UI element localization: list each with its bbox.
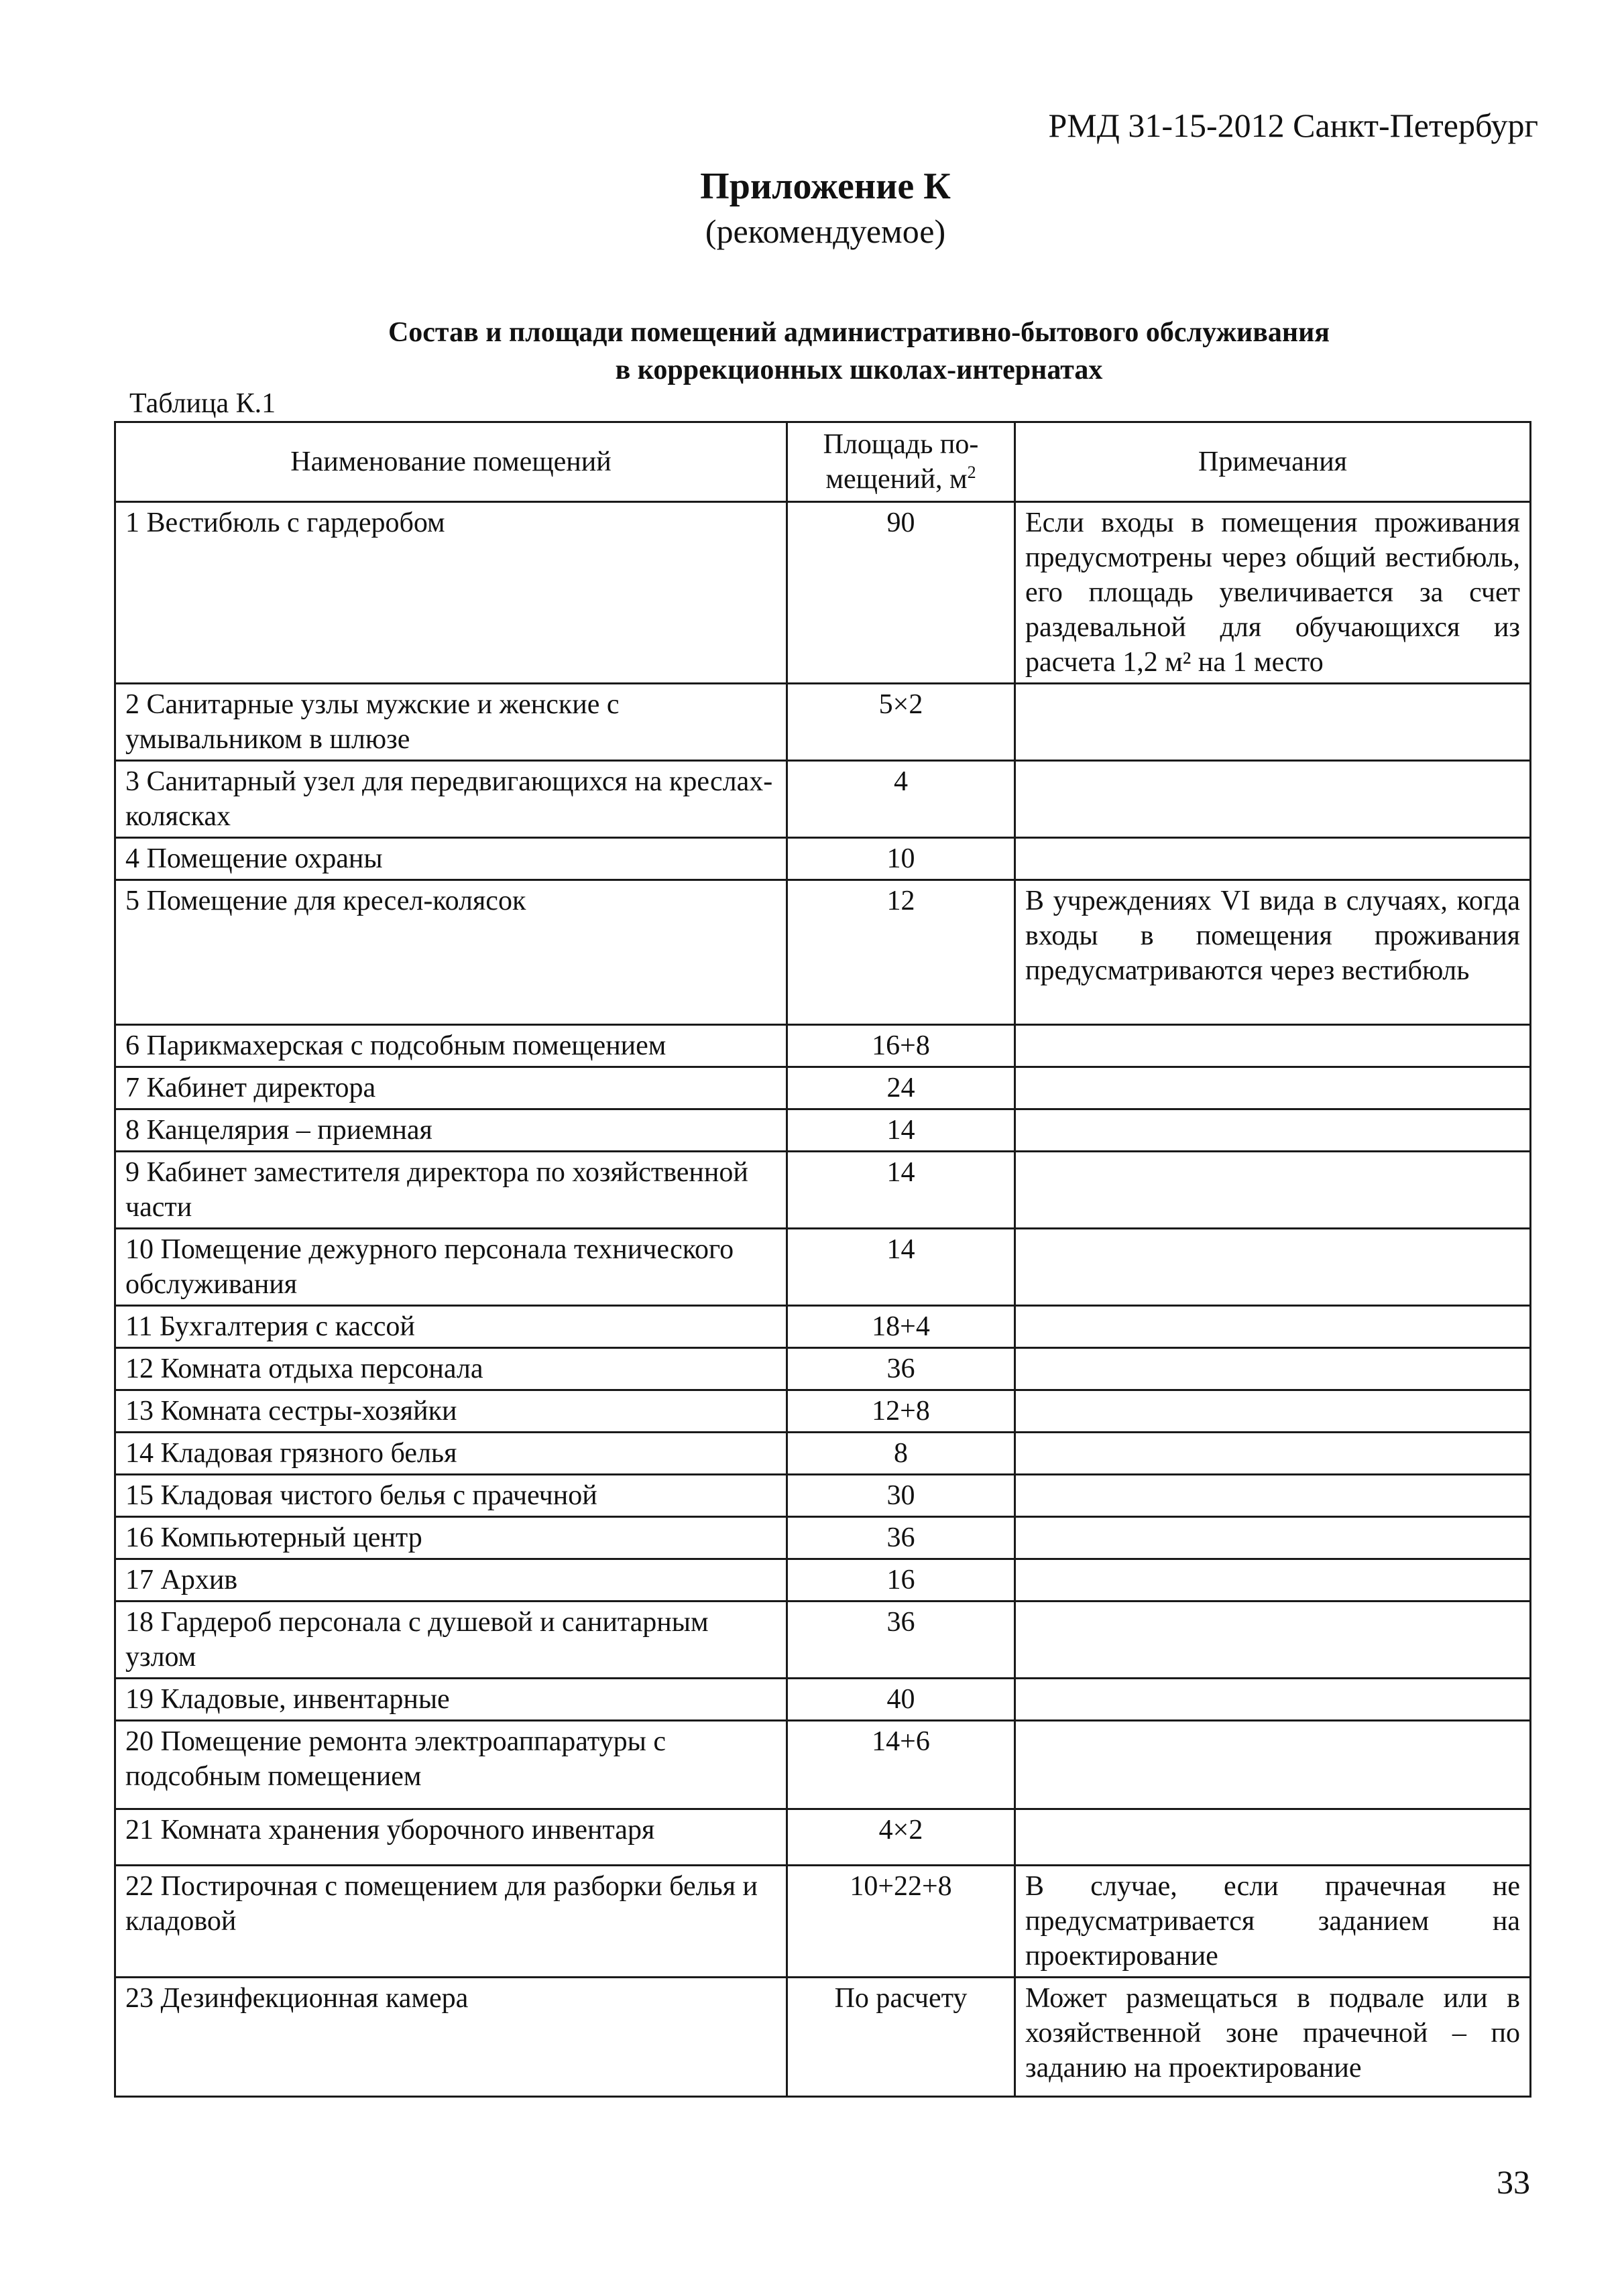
room-name-cell: 12 Комната отдыха персонала: [115, 1348, 787, 1390]
room-note-cell: Если входы в помещения проживания предусмотрены через общий вестибюль, его площадь увеличивается за счет раздевальной для обучающихся из расчета 1,2 м² на 1 место: [1015, 502, 1531, 684]
room-area-cell: 24: [787, 1067, 1015, 1109]
column-header-area-unit: 2: [967, 463, 976, 482]
table-row: [115, 1721, 1531, 1809]
room-name-cell: 20 Помещение ремонта электроаппаратуры с подсобным помещением: [115, 1721, 787, 1809]
room-note-cell: [1015, 1067, 1531, 1109]
room-name-cell: 8 Канцелярия – приемная: [115, 1109, 787, 1152]
room-note-cell: [1015, 1348, 1531, 1390]
table-row: [115, 684, 1531, 761]
document-code: РМД 31-15-2012 Санкт-Петербург: [1048, 107, 1538, 144]
table-title-line-1: Состав и площади помещений административно-бытового обслуживания: [388, 317, 1330, 348]
table-row: [115, 502, 1531, 684]
table-row: [115, 1229, 1531, 1306]
table-label: Таблица К.1: [129, 388, 276, 419]
room-note-cell: [1015, 1433, 1531, 1475]
room-area-cell: 4: [787, 761, 1015, 838]
room-area-cell: 16+8: [787, 1025, 1015, 1067]
room-area-cell: 14+6: [787, 1721, 1015, 1809]
room-name-cell: 23 Дезинфекционная камера: [115, 1978, 787, 2097]
rooms-table: [114, 421, 1531, 2098]
room-area-cell: 30: [787, 1475, 1015, 1517]
room-name-cell: 22 Постирочная с помещением для разборки белья и кладовой: [115, 1866, 787, 1978]
appendix-subtitle: (рекомендуемое): [705, 213, 946, 250]
room-area-cell: 12: [787, 880, 1015, 1025]
table-row: [115, 1109, 1531, 1152]
room-name-cell: 18 Гардероб персонала с душевой и санитарным узлом: [115, 1602, 787, 1679]
room-area-cell: 18+4: [787, 1306, 1015, 1348]
room-note-cell: [1015, 761, 1531, 838]
room-area-cell: 4×2: [787, 1809, 1015, 1866]
room-name-cell: 2 Санитарные узлы мужские и женские с умывальником в шлюзе: [115, 684, 787, 761]
room-area-cell: 10: [787, 838, 1015, 880]
room-name-cell: 13 Комната сестры-хозяйки: [115, 1390, 787, 1433]
column-header-name: Наименование помещений: [115, 422, 787, 502]
table-row: [115, 1602, 1531, 1679]
table-row: [115, 1025, 1531, 1067]
room-area-cell: 16: [787, 1559, 1015, 1602]
room-name-cell: 3 Санитарный узел для передвигающихся на креслах-колясках: [115, 761, 787, 838]
room-area-cell: 14: [787, 1109, 1015, 1152]
room-note-cell: [1015, 1152, 1531, 1229]
room-note-cell: [1015, 684, 1531, 761]
room-name-cell: 14 Кладовая грязного белья: [115, 1433, 787, 1475]
table-row: [115, 1517, 1531, 1559]
room-name-cell: 7 Кабинет директора: [115, 1067, 787, 1109]
table-row: [115, 1067, 1531, 1109]
room-area-cell: 14: [787, 1229, 1015, 1306]
table-row: [115, 1978, 1531, 2097]
room-note-cell: [1015, 1809, 1531, 1866]
room-note-cell: В учреждениях VI вида в случаях, когда входы в помещения проживания предусматриваются через вестибюль: [1015, 880, 1531, 1025]
room-note-cell: [1015, 1559, 1531, 1602]
room-note-cell: [1015, 1306, 1531, 1348]
appendix-title: Приложение К: [700, 166, 951, 207]
room-area-cell: 36: [787, 1348, 1015, 1390]
room-note-cell: [1015, 1602, 1531, 1679]
table-row: [115, 1679, 1531, 1721]
room-name-cell: 5 Помещение для кресел-колясок: [115, 880, 787, 1025]
room-name-cell: 17 Архив: [115, 1559, 787, 1602]
column-header-notes: Примечания: [1015, 422, 1531, 502]
table-row: [115, 1348, 1531, 1390]
table-row: [115, 1306, 1531, 1348]
table-row: [115, 880, 1531, 1025]
room-name-cell: 16 Компьютерный центр: [115, 1517, 787, 1559]
table-row: [115, 1866, 1531, 1978]
room-name-cell: 21 Комната хранения уборочного инвентаря: [115, 1809, 787, 1866]
table-title-line-2: в коррекционных школах-интернатах: [615, 355, 1103, 385]
room-note-cell: [1015, 1679, 1531, 1721]
table-row: [115, 838, 1531, 880]
column-header-area-line-1: Площадь по-: [823, 429, 979, 460]
room-note-cell: [1015, 1109, 1531, 1152]
room-area-cell: 5×2: [787, 684, 1015, 761]
room-area-cell: 40: [787, 1679, 1015, 1721]
room-note-cell: [1015, 1390, 1531, 1433]
table-header-row: [115, 422, 1531, 502]
room-note-cell: [1015, 1475, 1531, 1517]
room-area-cell: 36: [787, 1602, 1015, 1679]
room-name-cell: 10 Помещение дежурного персонала технического обслуживания: [115, 1229, 787, 1306]
column-header-area: [787, 422, 1015, 502]
room-note-cell: [1015, 1517, 1531, 1559]
table-body: [115, 502, 1531, 2097]
table-row: [115, 1559, 1531, 1602]
room-note-cell: [1015, 1721, 1531, 1809]
room-name-cell: 19 Кладовые, инвентарные: [115, 1679, 787, 1721]
table-row: [115, 1475, 1531, 1517]
column-header-area-line-2: мещений, м: [825, 464, 968, 495]
room-area-cell: 90: [787, 502, 1015, 684]
room-area-cell: По расчету: [787, 1978, 1015, 2097]
table-row: [115, 1390, 1531, 1433]
room-area-cell: 8: [787, 1433, 1015, 1475]
room-area-cell: 12+8: [787, 1390, 1015, 1433]
table-title: [0, 314, 1624, 389]
table-row: [115, 1809, 1531, 1866]
table-row: [115, 1152, 1531, 1229]
table-row: [115, 1433, 1531, 1475]
table-row: [115, 761, 1531, 838]
room-note-cell: [1015, 1229, 1531, 1306]
room-name-cell: 11 Бухгалтерия с кассой: [115, 1306, 787, 1348]
page-number: 33: [1497, 2163, 1530, 2201]
room-note-cell: Может размещаться в подвале или в хозяйственной зоне прачечной – по заданию на проектирование: [1015, 1978, 1531, 2097]
room-area-cell: 10+22+8: [787, 1866, 1015, 1978]
room-name-cell: 6 Парикмахерская с подсобным помещением: [115, 1025, 787, 1067]
room-name-cell: 15 Кладовая чистого белья с прачечной: [115, 1475, 787, 1517]
room-name-cell: 1 Вестибюль с гардеробом: [115, 502, 787, 684]
room-note-cell: [1015, 1025, 1531, 1067]
room-area-cell: 14: [787, 1152, 1015, 1229]
room-name-cell: 9 Кабинет заместителя директора по хозяйственной части: [115, 1152, 787, 1229]
room-note-cell: [1015, 838, 1531, 880]
room-area-cell: 36: [787, 1517, 1015, 1559]
room-note-cell: В случае, если прачечная не предусматривается заданием на проектирование: [1015, 1866, 1531, 1978]
room-name-cell: 4 Помещение охраны: [115, 838, 787, 880]
